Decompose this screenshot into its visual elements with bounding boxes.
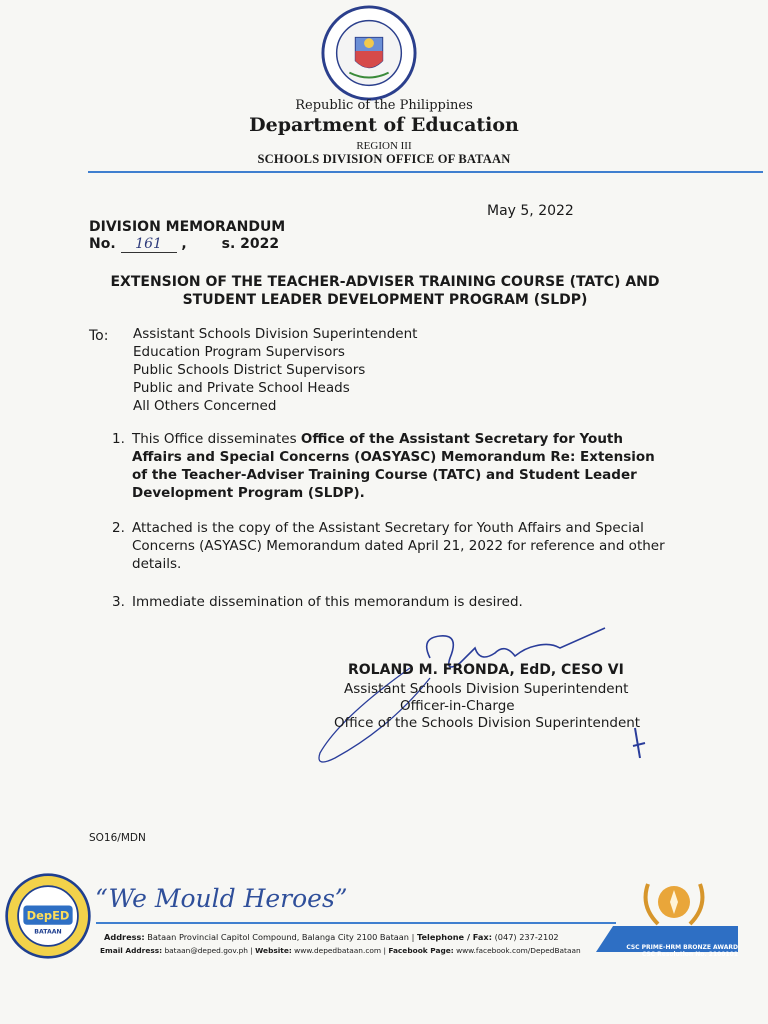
memo-item-1: [112, 430, 672, 502]
facebook-link[interactable]: www.facebook.com/DepedBataan: [456, 946, 581, 955]
footer-contacts: Email Address: bataan@deped.gov.ph | Website: www.depedbataan.com | Facebook Page: www.facebook.com/DepedBataan: [100, 946, 581, 955]
signatory-name: ROLAND M. FRONDA, EdD, CESO VI: [348, 662, 624, 678]
memo-item-3: [112, 593, 672, 611]
reference-code: SO16/MDN: [89, 832, 146, 844]
award-laurel-icon: [638, 874, 710, 932]
recipient-item: Education Program Supervisors: [133, 344, 345, 360]
bataan-logo-text: BATAAN: [34, 928, 62, 936]
signatory-office: Office of the Schools Division Superintendent: [334, 715, 641, 731]
department-heading: Department of Education: [249, 114, 519, 136]
office-heading: SCHOOLS DIVISION OFFICE OF BATAAN: [257, 152, 511, 166]
memo-title: [80, 273, 690, 309]
email-link[interactable]: bataan@deped.gov.ph: [164, 946, 248, 955]
memo-type: DIVISION MEMORANDUM: [89, 219, 286, 235]
to-label: To:: [89, 328, 109, 344]
recipient-item: Public Schools District Supervisors: [133, 362, 366, 378]
item-number: 3.: [112, 594, 125, 610]
signatory-role: Officer-in-Charge: [400, 698, 515, 714]
header-divider: [88, 171, 763, 173]
footer-address: Address: Bataan Provincial Capitol Compound, Balanga City 2100 Bataan | Telephone / Fax: (047) 237-2102: [104, 932, 559, 942]
memo-item-2: [112, 519, 672, 573]
region-heading: REGION III: [356, 140, 412, 152]
item-number: 2.: [112, 520, 125, 536]
recipient-item: Assistant Schools Division Superintendent: [133, 326, 418, 342]
item-text: This Office disseminates: [132, 431, 301, 447]
award-line2: CSC Resolution No. 2100101: [641, 951, 738, 958]
slogan: “We Mould Heroes”: [95, 884, 348, 913]
item-number: 1.: [112, 431, 125, 447]
recipient-item: Public and Private School Heads: [133, 380, 350, 396]
item-bold-text: Office of the Assistant Secretary for Youth Affairs and Special Concerns (OASYASC) Memorandum Re: Extension of the Teacher-Adviser Training Course (TATC) and Student Leader Development Program (SLDP).: [132, 431, 655, 501]
item-text: Attached is the copy of the Assistant Secretary for Youth Affairs and Special Concerns (ASYASC) Memorandum dated April 21, 2022 for reference and other details.: [132, 520, 665, 572]
memo-series: s. 2022: [221, 236, 280, 252]
award-line1: CSC PRIME-HRM BRONZE AWARD: [626, 944, 738, 951]
deped-seal-icon: [320, 4, 418, 102]
award-caption: [610, 944, 738, 958]
recipient-item: All Others Concerned: [133, 398, 277, 414]
signatory-position: Assistant Schools Division Superintendent: [344, 681, 629, 697]
memo-title-line2: STUDENT LEADER DEVELOPMENT PROGRAM (SLDP): [182, 292, 588, 308]
item-text: Immediate dissemination of this memorandum is desired.: [132, 594, 523, 610]
memo-title-line1: EXTENSION OF THE TEACHER-ADVISER TRAINING COURSE (TATC) AND: [110, 274, 660, 290]
website-link[interactable]: www.depedbataan.com: [294, 946, 382, 955]
deped-logo-text: DepED: [26, 908, 70, 923]
memo-number: 161: [121, 236, 177, 253]
recipient-list: [133, 325, 417, 415]
republic-heading: Republic of the Philippines: [295, 98, 473, 113]
memo-no-label: No.: [89, 236, 116, 252]
memo-number-line: No. 161 , s. 2022: [89, 236, 280, 252]
memo-date: May 5, 2022: [487, 203, 574, 219]
division-seal-icon: [4, 872, 92, 960]
